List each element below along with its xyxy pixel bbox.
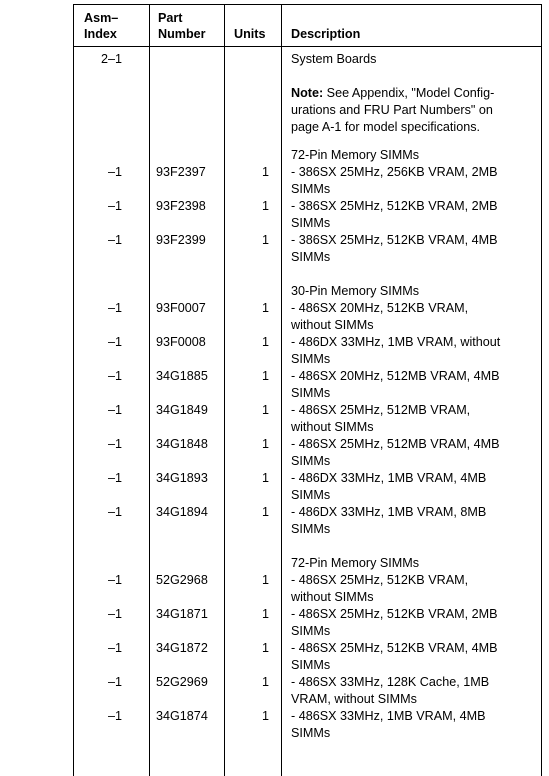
description-line: SIMMs [291, 658, 331, 672]
cell-part-number: 34G1885 [156, 369, 208, 383]
cell-description [291, 504, 531, 538]
description-line: - 486SX 33MHz, 1MB VRAM, 4MB [291, 709, 486, 723]
cell-part-number: 93F2399 [156, 233, 206, 247]
description-line: 72-Pin Memory SIMMs [291, 556, 420, 570]
description-line: 72-Pin Memory SIMMs [291, 148, 420, 162]
description-line: 30-Pin Memory SIMMs [291, 284, 420, 298]
cell-part-number: 93F2398 [156, 199, 206, 213]
description-line: without SIMMs [291, 590, 374, 604]
description-line: SIMMs [291, 386, 331, 400]
cell-units: 1 [261, 471, 269, 485]
description-line: SIMMs [291, 352, 331, 366]
description-line: - 386SX 25MHz, 512KB VRAM, 4MB [291, 233, 498, 247]
cell-description [291, 572, 531, 606]
description-line: urations and FRU Part Numbers" on [291, 103, 493, 117]
cell-asm-index: –1 [107, 471, 122, 485]
description-line: SIMMs [291, 182, 331, 196]
cell-units: 1 [261, 573, 269, 587]
cell-units: 1 [261, 199, 269, 213]
description-line: - 486SX 25MHz, 512MB VRAM, 4MB [291, 437, 500, 451]
cell-part-number: 52G2969 [156, 675, 208, 689]
description-line: - 486DX 33MHz, 1MB VRAM, 8MB [291, 505, 487, 519]
cell-asm-index: –1 [107, 607, 122, 621]
cell-units: 1 [261, 675, 269, 689]
cell-part-number: 34G1871 [156, 607, 208, 621]
cell-description [291, 402, 531, 436]
cell-asm-index: –1 [107, 573, 122, 587]
cell-asm-index: –1 [107, 675, 122, 689]
cell-part-number: 93F2397 [156, 165, 206, 179]
header-part-line2: Number [158, 27, 206, 41]
cell-description [291, 300, 531, 334]
description-line: - 486SX 33MHz, 128K Cache, 1MB [291, 675, 490, 689]
description-line: SIMMs [291, 454, 331, 468]
description-line: - 486DX 33MHz, 1MB VRAM, without [291, 335, 501, 349]
cell-part-number: 52G2968 [156, 573, 208, 587]
cell-description [291, 51, 531, 68]
cell-description [291, 708, 531, 742]
header-asm-index [84, 10, 118, 42]
description-line: - 486SX 25MHz, 512KB VRAM, 2MB [291, 607, 498, 621]
cell-asm-index: 2–1 [100, 52, 122, 66]
cell-description [291, 232, 531, 266]
cell-description [291, 85, 531, 136]
cell-description [291, 640, 531, 674]
cell-description [291, 555, 531, 572]
cell-asm-index: –1 [107, 709, 122, 723]
cell-units: 1 [261, 641, 269, 655]
cell-part-number: 34G1893 [156, 471, 208, 485]
cell-part-number: 34G1894 [156, 505, 208, 519]
description-line: without SIMMs [291, 318, 374, 332]
cell-asm-index: –1 [107, 199, 122, 213]
cell-units: 1 [261, 165, 269, 179]
cell-units: 1 [261, 403, 269, 417]
cell-asm-index: –1 [107, 301, 122, 315]
cell-description [291, 334, 531, 368]
cell-asm-index: –1 [107, 403, 122, 417]
cell-part-number: 34G1848 [156, 437, 208, 451]
note-label: Note: [291, 86, 324, 100]
cell-description [291, 164, 531, 198]
description-line: page A-1 for model specifications. [291, 120, 481, 134]
cell-part-number: 93F0008 [156, 335, 206, 349]
cell-units: 1 [261, 607, 269, 621]
cell-asm-index: –1 [107, 437, 122, 451]
cell-description [291, 436, 531, 470]
header-part-line1: Part [158, 11, 183, 25]
cell-asm-index: –1 [107, 233, 122, 247]
cell-part-number: 34G1872 [156, 641, 208, 655]
cell-units: 1 [261, 301, 269, 315]
description-line: SIMMs [291, 624, 331, 638]
cell-asm-index: –1 [107, 165, 122, 179]
description-line: - 386SX 25MHz, 512KB VRAM, 2MB [291, 199, 498, 213]
description-line: without SIMMs [291, 420, 374, 434]
cell-units: 1 [261, 709, 269, 723]
table-header [74, 5, 541, 47]
header-part-number [158, 10, 206, 42]
column-divider [224, 5, 225, 776]
cell-units: 1 [261, 437, 269, 451]
cell-asm-index: –1 [107, 369, 122, 383]
cell-asm-index: –1 [107, 505, 122, 519]
parts-table [73, 4, 542, 776]
cell-units: 1 [261, 505, 269, 519]
header-description: Description [291, 27, 361, 41]
column-divider [149, 5, 150, 776]
description-line: - 486SX 20MHz, 512KB VRAM, [291, 301, 469, 315]
header-asm-line1: Asm– [84, 11, 119, 25]
description-line: SIMMs [291, 216, 331, 230]
description-line: System Boards [291, 52, 377, 66]
cell-asm-index: –1 [107, 641, 122, 655]
cell-part-number: 34G1874 [156, 709, 208, 723]
cell-part-number: 34G1849 [156, 403, 208, 417]
cell-asm-index: –1 [107, 335, 122, 349]
cell-description [291, 283, 531, 300]
cell-units: 1 [261, 335, 269, 349]
cell-description [291, 606, 531, 640]
description-line: - 486SX 25MHz, 512MB VRAM, [291, 403, 471, 417]
cell-description [291, 147, 531, 164]
description-line: SIMMs [291, 488, 331, 502]
description-line: SIMMs [291, 250, 331, 264]
header-asm-line2: Index [84, 27, 117, 41]
description-line: - 486SX 25MHz, 512KB VRAM, 4MB [291, 641, 498, 655]
description-line: VRAM, without SIMMs [291, 692, 417, 706]
description-line: - 486SX 25MHz, 512KB VRAM, [291, 573, 469, 587]
description-line: - 386SX 25MHz, 256KB VRAM, 2MB [291, 165, 498, 179]
cell-description [291, 198, 531, 232]
cell-description [291, 368, 531, 402]
cell-part-number: 93F0007 [156, 301, 206, 315]
header-units: Units [234, 27, 266, 41]
description-line: Note: See Appendix, "Model Config- [291, 86, 495, 100]
cell-units: 1 [261, 369, 269, 383]
cell-units: 1 [261, 233, 269, 247]
description-line: SIMMs [291, 726, 331, 740]
description-line: - 486DX 33MHz, 1MB VRAM, 4MB [291, 471, 487, 485]
column-divider [281, 5, 282, 776]
description-line: - 486SX 20MHz, 512MB VRAM, 4MB [291, 369, 500, 383]
cell-description [291, 470, 531, 504]
cell-description [291, 674, 531, 708]
description-line: SIMMs [291, 522, 331, 536]
